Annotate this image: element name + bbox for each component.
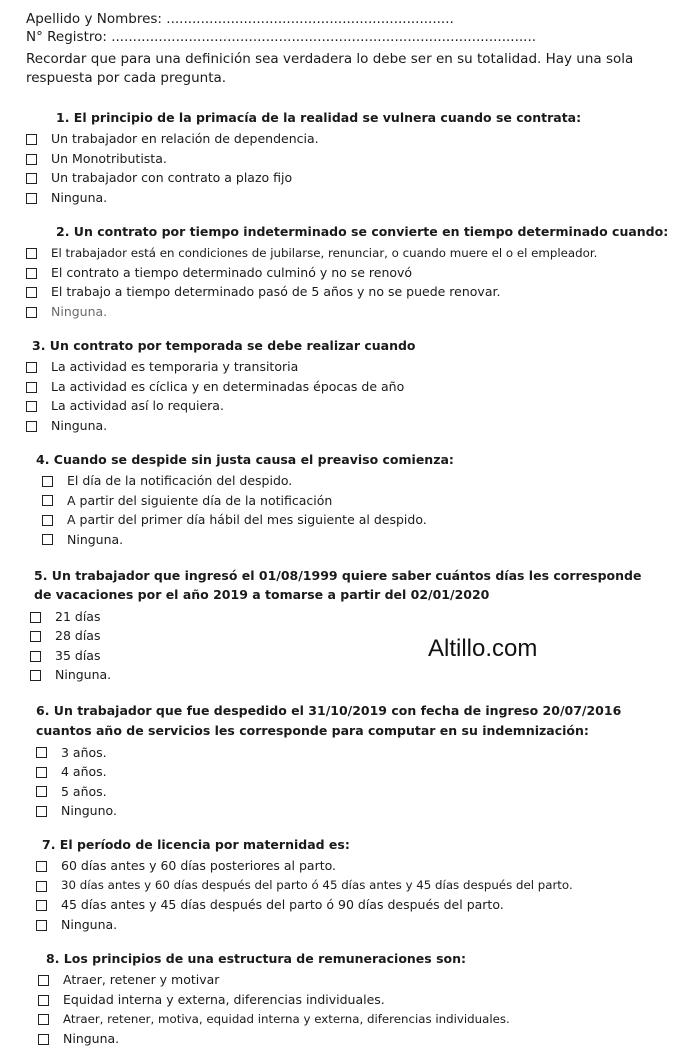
checkbox-icon[interactable] — [38, 995, 49, 1006]
option[interactable]: Equidad interna y externa, diferencias individuales. — [38, 990, 672, 1010]
checkbox-icon[interactable] — [26, 401, 37, 412]
question-title: 4. Cuando se despide sin justa causa el preaviso comienza: — [36, 451, 454, 467]
question-title: 5. Un trabajador que ingresó el 01/08/1999 quiere saber cuántos días les corresponde de vacaciones por el año 2019 a tomarse a partir del 02/01/2020 — [34, 567, 642, 603]
option[interactable]: Un trabajador en relación de dependencia. — [26, 130, 672, 150]
option[interactable]: 30 días antes y 60 días después del parto ó 45 días antes y 45 días después del parto. — [36, 877, 672, 897]
option[interactable]: 45 días antes y 45 días después del parto ó 90 días después del parto. — [36, 896, 672, 916]
checkbox-icon[interactable] — [26, 362, 37, 373]
checkbox-icon[interactable] — [36, 786, 47, 797]
question-title: 1. El principio de la primacía de la realidad se vulnera cuando se contrata: — [56, 110, 582, 126]
option[interactable]: Ninguna. — [30, 666, 672, 686]
checkbox-icon[interactable] — [36, 920, 47, 931]
question-title: 8. Los principios de una estructura de remuneraciones son: — [46, 951, 466, 967]
checkbox-icon[interactable] — [26, 154, 37, 165]
watermark-text: Altillo.com — [428, 635, 538, 662]
checkbox-icon[interactable] — [30, 670, 41, 681]
option[interactable]: El trabajador está en condiciones de jubilarse, renunciar, o cuando muere el o el empleador. — [26, 244, 672, 264]
question-title: 7. El período de licencia por maternidad es: — [42, 837, 350, 853]
checkbox-icon[interactable] — [26, 382, 37, 393]
checkbox-icon[interactable] — [38, 975, 49, 986]
checkbox-icon[interactable] — [36, 747, 47, 758]
option[interactable]: Ninguno. — [36, 802, 672, 822]
checkbox-icon[interactable] — [30, 651, 41, 662]
option[interactable]: El día de la notificación del despido. — [42, 472, 672, 492]
option[interactable]: 3 años. — [36, 743, 672, 763]
checkbox-icon[interactable] — [26, 134, 37, 145]
option[interactable]: La actividad es cíclica y en determinadas épocas de año — [26, 377, 672, 397]
checkbox-icon[interactable] — [42, 495, 53, 506]
checkbox-icon[interactable] — [36, 900, 47, 911]
option[interactable]: El trabajo a tiempo determinado pasó de 5 años y no se puede renovar. — [26, 283, 672, 303]
question-8 — [26, 951, 672, 1049]
checkbox-icon[interactable] — [42, 515, 53, 526]
question-title: 3. Un contrato por temporada se debe realizar cuando — [32, 337, 416, 353]
option[interactable]: Ninguna. — [38, 1029, 672, 1049]
option[interactable]: La actividad es temporaria y transitoria — [26, 358, 672, 378]
option[interactable]: 28 días — [30, 627, 672, 647]
checkbox-icon[interactable] — [26, 307, 37, 318]
option[interactable]: Ninguna. — [26, 302, 672, 322]
checkbox-icon[interactable] — [30, 631, 41, 642]
checkbox-icon[interactable] — [36, 806, 47, 817]
option[interactable]: El contrato a tiempo determinado culminó y no se renovó — [26, 263, 672, 283]
option[interactable]: A partir del primer día hábil del mes siguiente al despido. — [42, 511, 672, 531]
checkbox-icon[interactable] — [30, 612, 41, 623]
checkbox-icon[interactable] — [26, 248, 37, 259]
option[interactable]: 60 días antes y 60 días posteriores al parto. — [36, 857, 672, 877]
option[interactable]: Ninguna. — [26, 189, 672, 209]
option[interactable]: 5 años. — [36, 782, 672, 802]
checkbox-icon[interactable] — [36, 861, 47, 872]
registro-field-label: N° Registro: ................................................................................................... — [26, 29, 537, 46]
question-6 — [26, 701, 672, 821]
question-1 — [26, 110, 672, 208]
checkbox-icon[interactable] — [38, 1034, 49, 1045]
instructions: Recordar que para una definición sea verdadera lo debe ser en su totalidad. Hay una sola respuesta por cada pregunta. — [26, 51, 634, 87]
checkbox-icon[interactable] — [42, 476, 53, 487]
checkbox-icon[interactable] — [38, 1014, 49, 1025]
option[interactable]: 21 días — [30, 607, 672, 627]
option[interactable]: Un trabajador con contrato a plazo fijo — [26, 169, 672, 189]
option[interactable]: Atraer, retener y motivar — [38, 971, 672, 991]
option[interactable]: Ninguna. — [42, 530, 672, 550]
checkbox-icon[interactable] — [36, 767, 47, 778]
checkbox-icon[interactable] — [26, 193, 37, 204]
option[interactable]: Un Monotributista. — [26, 150, 672, 170]
option[interactable]: Ninguna. — [26, 416, 672, 436]
option[interactable]: 4 años. — [36, 763, 672, 783]
question-7 — [26, 837, 672, 935]
option[interactable]: Atraer, retener, motiva, equidad interna y externa, diferencias individuales. — [38, 1010, 672, 1030]
option[interactable]: La actividad así lo requiera. — [26, 397, 672, 417]
checkbox-icon[interactable] — [26, 287, 37, 298]
checkbox-icon[interactable] — [36, 881, 47, 892]
question-title: 6. Un trabajador que fue despedido el 31/10/2019 con fecha de ingreso 20/07/2016 cuantos año de servicios les corresponde para computar en su indemnización: — [36, 703, 622, 738]
question-3 — [26, 338, 672, 436]
question-4 — [26, 452, 672, 550]
name-field-label: Apellido y Nombres: ................................................................... — [26, 11, 454, 27]
option[interactable]: A partir del siguiente día de la notificación — [42, 491, 672, 511]
option[interactable]: Ninguna. — [36, 916, 672, 936]
question-5 — [26, 566, 672, 686]
question-2 — [26, 224, 672, 322]
checkbox-icon[interactable] — [42, 534, 53, 545]
checkbox-icon[interactable] — [26, 173, 37, 184]
checkbox-icon[interactable] — [26, 421, 37, 432]
checkbox-icon[interactable] — [26, 268, 37, 279]
question-title: 2. Un contrato por tiempo indeterminado se convierte en tiempo determinado cuando: — [56, 224, 669, 240]
option[interactable]: 35 días — [30, 646, 672, 666]
